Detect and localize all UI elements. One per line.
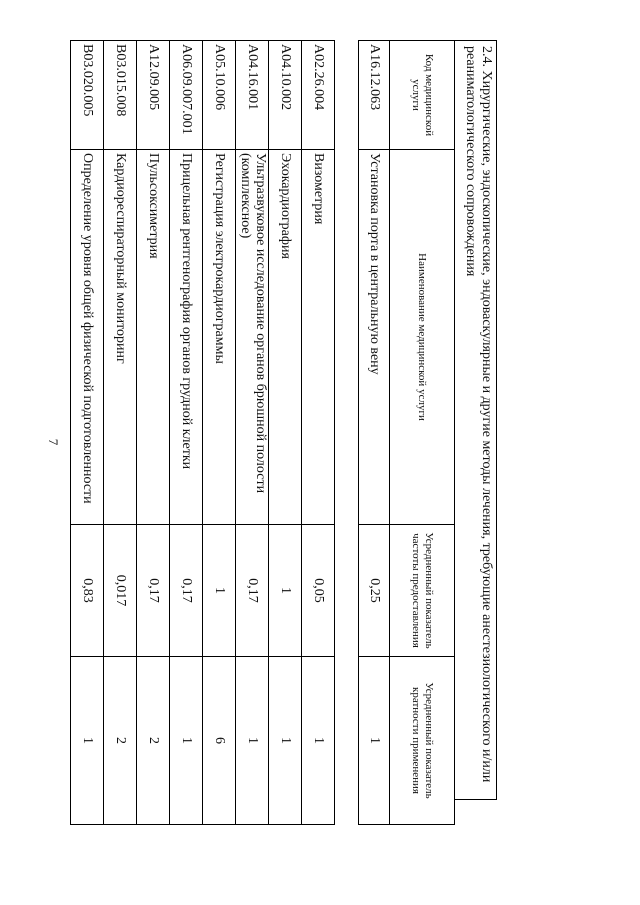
service-name: Пульсоксиметрия [137, 150, 170, 525]
service-name: Установка порта в центральную вену [359, 150, 390, 525]
service-code: A04.10.002 [269, 41, 302, 150]
multiplicity-value: 1 [359, 657, 390, 825]
multiplicity-value: 1 [236, 657, 269, 825]
service-code: A04.16.001 [236, 41, 269, 150]
frequency-value: 0,83 [71, 525, 104, 657]
service-code: A12.09.005 [137, 41, 170, 150]
multiplicity-value: 2 [104, 657, 137, 825]
section2-table [358, 40, 455, 825]
multiplicity-value: 2 [137, 657, 170, 825]
section-heading: 2.4. Хирургические, эндоскопические, эндоваскулярные и другие методы лечения, требующие анестезиологического и/или реаниматологического сопровождения [455, 40, 497, 800]
table-row [302, 41, 335, 825]
table-header-row [390, 41, 455, 825]
header-multiplicity: Усредненный показатель кратности применения [390, 657, 455, 825]
service-name: Определение уровня общей физической подготовленности [71, 150, 104, 525]
service-name: Регистрация электрокардиограммы [203, 150, 236, 525]
frequency-value: 0,17 [137, 525, 170, 657]
services-table-container [70, 40, 335, 825]
service-name: Визометрия [302, 150, 335, 525]
table-row [359, 41, 390, 825]
frequency-value: 1 [203, 525, 236, 657]
multiplicity-value: 1 [302, 657, 335, 825]
multiplicity-value: 1 [269, 657, 302, 825]
section2-container [358, 40, 497, 825]
frequency-value: 0,017 [104, 525, 137, 657]
table-row [104, 41, 137, 825]
service-code: B03.015.008 [104, 41, 137, 150]
service-code: A16.12.063 [359, 41, 390, 150]
multiplicity-value: 1 [170, 657, 203, 825]
service-code: A05.10.006 [203, 41, 236, 150]
frequency-value: 0,25 [359, 525, 390, 657]
service-name: Эхокардиография [269, 150, 302, 525]
table-row [170, 41, 203, 825]
header-frequency: Усредненный показатель частоты предоставления [390, 525, 455, 657]
table-row [203, 41, 236, 825]
frequency-value: 0,05 [302, 525, 335, 657]
service-name: Ультразвуковое исследование органов брюшной полости (комплексное) [236, 150, 269, 525]
header-code: Код медицинской услуги [390, 41, 455, 150]
frequency-value: 1 [269, 525, 302, 657]
header-name: Наименование медицинской услуги [390, 150, 455, 525]
service-name: Кардиореспираторный мониторинг [104, 150, 137, 525]
table-row [71, 41, 104, 825]
multiplicity-value: 6 [203, 657, 236, 825]
table-row [137, 41, 170, 825]
service-code: A06.09.007.001 [170, 41, 203, 150]
multiplicity-value: 1 [71, 657, 104, 825]
frequency-value: 0,17 [170, 525, 203, 657]
page-number: 7 [46, 438, 61, 446]
table-row [269, 41, 302, 825]
services-table [70, 40, 335, 825]
service-code: B03.020.005 [71, 41, 104, 150]
service-name: Прицельная рентгенография органов грудной клетки [170, 150, 203, 525]
service-code: A02.26.004 [302, 41, 335, 150]
frequency-value: 0,17 [236, 525, 269, 657]
table-row [236, 41, 269, 825]
